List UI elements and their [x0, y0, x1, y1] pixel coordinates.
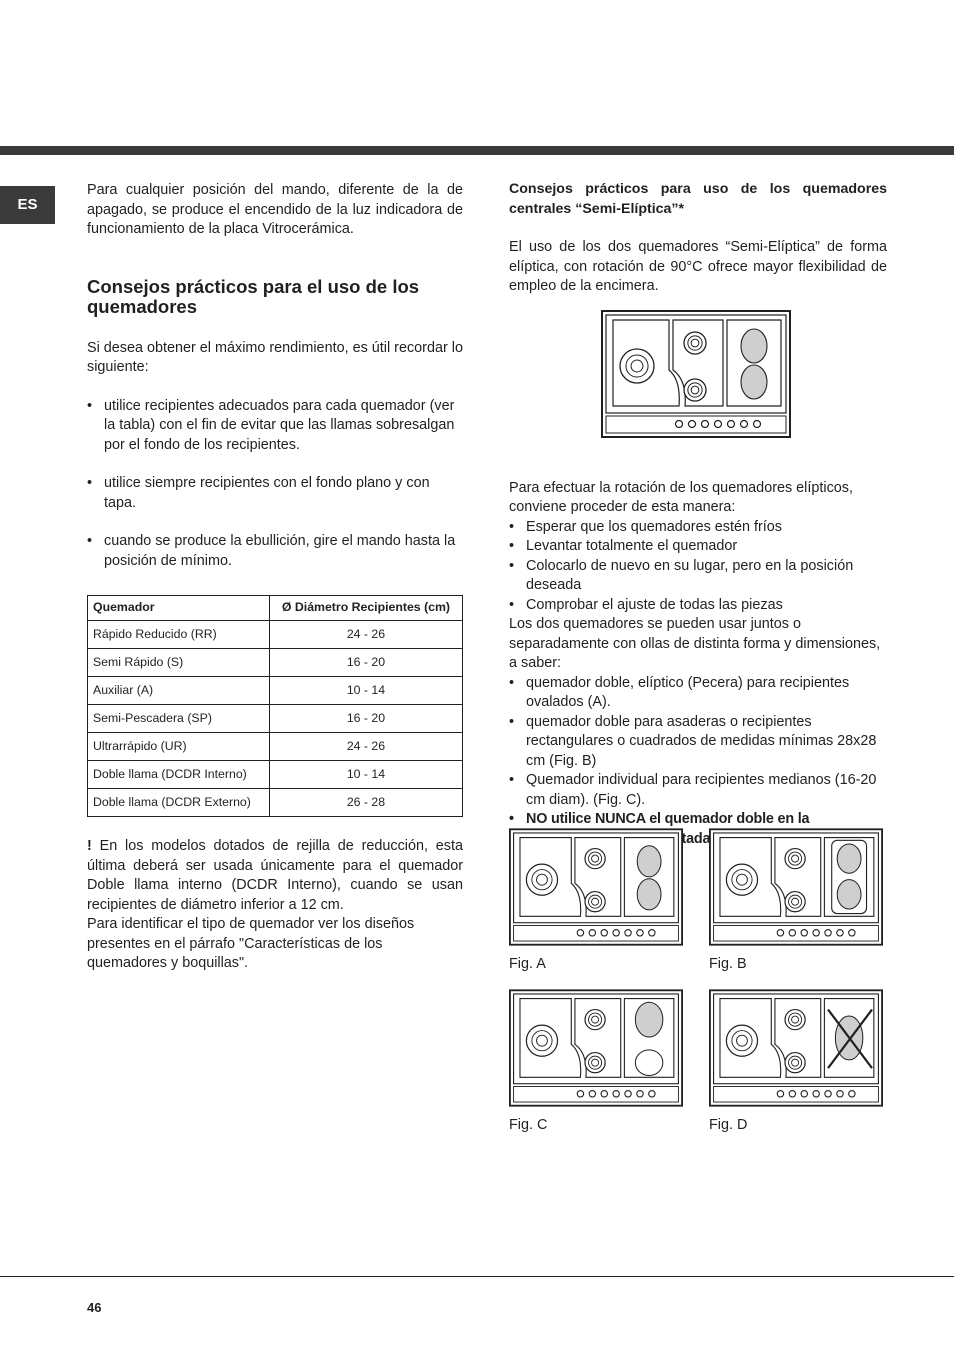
rotation-lead: Para efectuar la rotación de los quemadores elípticos, conviene proceder de esta manera:	[509, 479, 853, 515]
left-column	[87, 181, 463, 974]
lead-paragraph: Si desea obtener el máximo rendimiento, es útil recordar lo siguiente:	[87, 339, 463, 375]
table-cell: Ultrarrápido (UR)	[88, 733, 270, 761]
intro-paragraph: Para cualquier posición del mando, diferente de la de apagado, se produce el encendido de la luz indicadora de funcionamiento de la placa Vitrocerámica.	[87, 182, 463, 237]
note-paragraph-2: Para identificar el tipo de quemador ver los diseños presentes en el párrafo "Características de los quemadores y boquillas".	[87, 916, 415, 971]
table-header-row	[88, 596, 463, 621]
usage-item: • quemador doble, elíptico (Pecera) para recipientes ovalados (A).	[509, 674, 887, 713]
table-cell: 24 - 26	[269, 621, 462, 649]
table-cell: 26 - 28	[269, 789, 462, 817]
note-text: En los modelos dotados de rejilla de reducción, esta última deberá ser usada únicamente para el quemador Doble llama interno (DCDR Interno), cuando se usan recipientes de diámetro inferior a 12 cm.	[87, 838, 463, 913]
warning-mark: !	[87, 838, 92, 854]
table-row	[88, 733, 463, 761]
table-row	[88, 789, 463, 817]
table-row	[88, 677, 463, 705]
table-cell: Doble llama (DCDR Externo)	[88, 789, 270, 817]
usage-item: • quemador doble para asaderas o recipientes rectangulares o cuadrados de medidas mínimas 28x28 cm (Fig. B)	[509, 713, 887, 772]
table-header-cell: Ø Diámetro Recipientes (cm)	[269, 596, 462, 621]
right-column	[509, 180, 887, 849]
section-heading: Consejos prácticos para el uso de los quemadores	[87, 275, 420, 317]
table-row	[88, 761, 463, 789]
table-cell: Rápido Reducido (RR)	[88, 621, 270, 649]
bullet-item: • utilice siempre recipientes con el fondo plano y con tapa.	[87, 474, 463, 513]
rotation-step: • Levantar totalmente el quemador	[509, 537, 887, 557]
usage-lead: Los dos quemadores se pueden usar juntos o separadamente con ollas de distinta forma y dimensiones, a saber:	[509, 616, 881, 671]
hob-diagram-d	[709, 989, 883, 1107]
rotation-step: • Comprobar el ajuste de todas las piezas	[509, 596, 887, 616]
language-tab: ES	[0, 186, 55, 224]
rotation-step: • Esperar que los quemadores estén fríos	[509, 518, 887, 538]
table-cell: Auxiliar (A)	[88, 677, 270, 705]
table-header-cell: Quemador	[88, 596, 270, 621]
hob-diagram-b	[709, 828, 883, 946]
right-heading: Consejos prácticos para uso de los quemadores centrales “Semi-Elíptica”*	[509, 181, 887, 217]
figure-label-d: Fig. D	[709, 1117, 748, 1133]
hob-diagram-c	[509, 989, 683, 1107]
table-cell: 16 - 20	[269, 649, 462, 677]
table-row	[88, 705, 463, 733]
footer-rule	[0, 1276, 954, 1277]
hob-diagram-main	[601, 310, 791, 438]
table-cell: Semi-Pescadera (SP)	[88, 705, 270, 733]
table-cell: 24 - 26	[269, 733, 462, 761]
figure-label-a: Fig. A	[509, 956, 546, 972]
table-cell: Semi Rápido (S)	[88, 649, 270, 677]
figure-label-c: Fig. C	[509, 1117, 548, 1133]
bullet-item: • utilice recipientes adecuados para cada quemador (ver la tabla) con el fin de evitar que las llamas sobresalgan por el fondo de los recipientes.	[87, 397, 463, 456]
table-cell: Doble llama (DCDR Interno)	[88, 761, 270, 789]
table-row	[88, 621, 463, 649]
hob-diagram-a	[509, 828, 683, 946]
warning-item: • NO utilice NUNCA el quemador doble en la	[509, 810, 887, 849]
rotation-step: • Colocarlo de nuevo en su lugar, pero en la posición deseada	[509, 557, 887, 596]
table-cell: 16 - 20	[269, 705, 462, 733]
table-cell: 10 - 14	[269, 761, 462, 789]
burner-table	[87, 595, 463, 817]
page-number: 46	[87, 1300, 102, 1315]
table-row	[88, 649, 463, 677]
right-intro: El uso de los dos quemadores “Semi-Elíptica” de forma elíptica, con rotación de 90°C ofrece mayor flexibilidad de empleo de la encimera.	[509, 239, 887, 294]
figure-label-b: Fig. B	[709, 956, 747, 972]
bullet-item: • cuando se produce la ebullición, gire el mando hasta la posición de mínimo.	[87, 532, 463, 571]
table-cell: 10 - 14	[269, 677, 462, 705]
header-rule	[0, 146, 954, 155]
usage-item: • Quemador individual para recipientes medianos (16-20 cm diam). (Fig. C).	[509, 771, 887, 810]
note-paragraph	[87, 837, 463, 915]
